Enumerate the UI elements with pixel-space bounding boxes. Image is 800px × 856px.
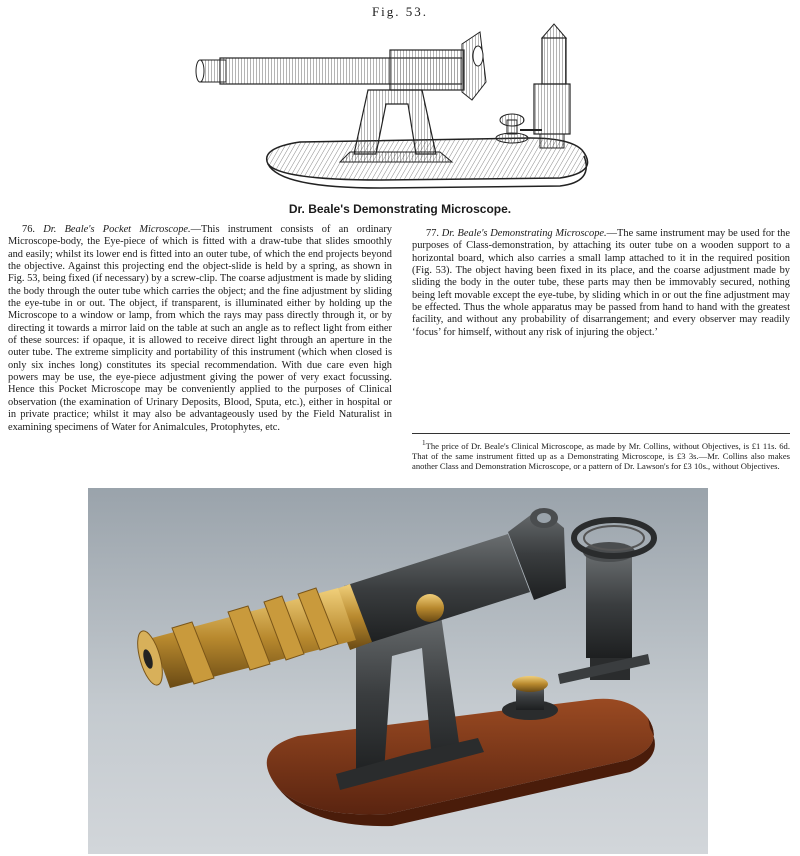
section-76-number: 76.: [22, 224, 35, 235]
microscope-engraving: [190, 22, 610, 194]
section-77-body: —The same instrument may be used for the purposes of Class-demonstration, by attaching its outer tube on a wooden support to a horizontal board, which also carries a small lamp attached to it in the required position (Fig. 53). The object having been fixed in its place, and the coarse adjustment made by sliding the body in the outer tube, these parts may then be immovably secured, nothing being left movable except the eye-tube, by sliding which in or out the fine adjustment may be effected. Thus the whole apparatus may be passed from hand to hand with the greatest facility, and without any probability of disarrangement; and every observer may readily ‘focus’ for himself, without any risk of injuring the object.’: [412, 228, 790, 338]
section-76: [8, 224, 392, 434]
section-77-title: Dr. Beale's Demonstrating Microscope.: [441, 228, 607, 239]
footnote-rule: [412, 433, 790, 434]
figure-label: Fig. 53.: [371, 4, 429, 19]
section-76-title: Dr. Beale's Pocket Microscope.: [43, 224, 191, 235]
footnote-marker: 1: [422, 439, 426, 447]
footnote-text: The price of Dr. Beale's Clinical Microscope, as made by Mr. Collins, without Objectives, is £1 11s. 6d. That of the same instrument fitted up as a Demonstrating Microscope, is £3 3s.—Mr. Collins also makes another Class and Demonstration Microscope, or a pattern of Dr. Lawson's for £3 10s., without Objectives.: [412, 440, 790, 472]
section-76-body: —This instrument consists of an ordinary Microscope-body, the Eye-piece of which is fitted with a draw-tube that slides smoothly and easily; whilst its lower end is fitted into an outer tube, of which the end projects beyond the objective. Against this projecting end the object-slide is held by a spring, as shown in Fig. 53, being fixed (if necessary) by a screw-clip. The coarse adjustment is made by sliding the body through the outer tube which carries the object; and the fine adjustment by sliding the eye-tube in or out. The object, if transparent, is illuminated either by holding up the Microscope to a window or lamp, from which the rays may pass directly through it, or by directing it towards a mirror laid on the table at such an angle as to reflect light from either of these sources: if opaque, it is allowed to receive direct light through an aperture in the outer tube. The extreme simplicity and portability of this instrument (which when closed is only six inches long) constitutes its special recommendation. With due care even high powers may be use, the eye-piece adjustment giving the power of very exact focussing. Hence this Pocket Microscope may be conveniently applied to the purposes of Clinical observation (the examination of Urinary Deposits, Blood, Sputa, etc.), either in hospital or in private practice; whilst it may also be advantageously used by the Field Naturalist in examining specimens of Water for Animalcules, Protophytes, etc.: [8, 224, 392, 433]
footnote: [412, 438, 790, 471]
section-77-number: 77.: [426, 228, 439, 239]
microscope-photo: [88, 488, 708, 854]
figure-caption: Dr. Beale's Demonstrating Microscope.: [288, 202, 512, 216]
section-77: [412, 228, 790, 339]
